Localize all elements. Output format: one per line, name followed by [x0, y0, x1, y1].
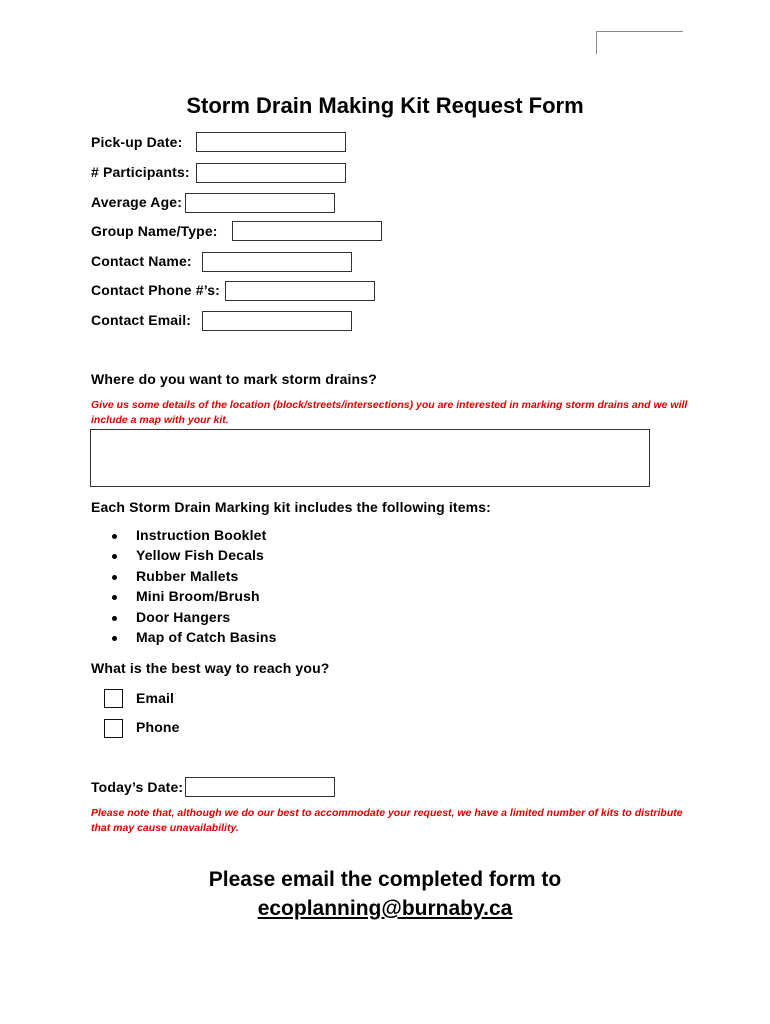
kit-item-label: Instruction Booklet — [136, 527, 267, 543]
availability-note: Please note that, although we do our best to accommodate your request, we have a limited number of kits to distribute that may cause unavailability. — [91, 807, 683, 834]
phone-checkbox[interactable] — [104, 719, 123, 738]
list-item — [110, 527, 277, 547]
list-item — [110, 568, 277, 588]
bullet-icon — [112, 534, 117, 539]
kit-items-list — [110, 527, 277, 649]
bullet-icon — [112, 616, 117, 621]
page-corner-mark — [596, 31, 683, 54]
kit-item-label: Rubber Mallets — [136, 567, 239, 584]
contact-phone-field[interactable] — [225, 281, 375, 301]
list-item — [110, 547, 277, 567]
bullet-icon — [112, 636, 117, 641]
list-item — [110, 588, 277, 608]
kit-item-label: Mini Broom/Brush — [136, 588, 260, 605]
contact-email-field[interactable] — [202, 311, 352, 331]
list-item — [110, 609, 277, 629]
email-option-label: Email — [136, 690, 175, 706]
bullet-icon — [112, 575, 117, 580]
average-age-field[interactable] — [185, 193, 335, 213]
bullet-icon — [112, 554, 117, 559]
kit-heading: Each Storm Drain Marking kit includes the following items: — [91, 499, 491, 515]
contact-email-label: Contact Email: — [91, 312, 192, 328]
kit-item-label: Door Hangers — [136, 608, 231, 625]
participants-label: # Participants: — [91, 164, 190, 180]
pickup-date-field[interactable] — [196, 132, 346, 152]
contact-phone-label: Contact Phone #’s: — [91, 282, 220, 298]
todays-date-field[interactable] — [185, 777, 335, 797]
email-link[interactable]: ecoplanning@burnaby.ca — [257, 897, 513, 920]
todays-date-label: Today’s Date: — [91, 779, 184, 795]
email-checkbox[interactable] — [104, 689, 123, 708]
location-question: Where do you want to mark storm drains? — [91, 371, 377, 387]
form-title: Storm Drain Making Kit Request Form — [186, 93, 584, 118]
contact-method-question: What is the best way to reach you? — [91, 660, 330, 676]
contact-name-field[interactable] — [202, 252, 352, 272]
kit-item-label: Map of Catch Basins — [136, 628, 277, 645]
location-note: Give us some details of the location (block/streets/intersections) you are interested in marking storm drains and we will include a map with your kit. — [91, 399, 688, 426]
list-item — [110, 629, 277, 649]
phone-option-label: Phone — [136, 719, 180, 735]
cta-line: Please email the completed form to — [208, 868, 562, 891]
location-details-textarea[interactable] — [90, 429, 650, 487]
participants-field[interactable] — [196, 163, 346, 183]
kit-item-label: Yellow Fish Decals — [136, 547, 264, 564]
pickup-date-label: Pick-up Date: — [91, 134, 183, 150]
contact-name-label: Contact Name: — [91, 253, 192, 269]
group-name-field[interactable] — [232, 221, 382, 241]
group-name-label: Group Name/Type: — [91, 223, 218, 239]
average-age-label: Average Age: — [91, 194, 183, 210]
bullet-icon — [112, 595, 117, 600]
